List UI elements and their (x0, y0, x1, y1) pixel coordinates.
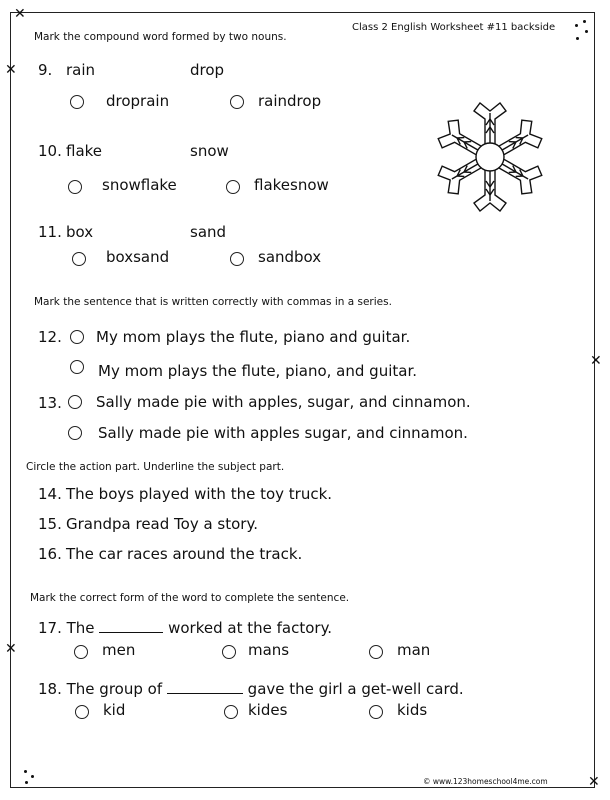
cross-mark-decoration: ✕ (5, 641, 17, 657)
option-label: mans (248, 641, 290, 659)
option-radio[interactable] (369, 645, 383, 659)
option-radio[interactable] (68, 180, 82, 194)
sentence-start: The (66, 619, 95, 637)
word-one: flake (66, 142, 103, 160)
option-radio[interactable] (70, 330, 84, 344)
cross-mark-decoration: ✕ (5, 62, 17, 78)
snowflake-icon (425, 95, 555, 224)
option-radio[interactable] (74, 645, 88, 659)
option-label: men (102, 641, 136, 659)
section2-instruction: Mark the sentence that is written correctly with commas in a series. (34, 296, 392, 308)
option-radio[interactable] (224, 705, 238, 719)
sentence-option: My mom plays the flute, piano, and guitar. (98, 362, 417, 380)
sentence-text[interactable]: The boys played with the toy truck. (66, 485, 333, 503)
cross-mark-decoration: ✕ (590, 353, 602, 369)
option-label: man (397, 641, 431, 659)
cross-mark-decoration: ✕ (588, 774, 600, 790)
question-number: 15. (38, 515, 62, 533)
word-two: snow (190, 142, 229, 160)
word-two: sand (190, 223, 227, 241)
sentence-option: Sally made pie with apples sugar, and cinnamon. (98, 424, 468, 442)
option-radio[interactable] (70, 360, 84, 374)
option-label: droprain (106, 92, 170, 110)
section1-instruction: Mark the compound word formed by two nouns. (34, 31, 287, 43)
option-label: kides (248, 701, 288, 719)
option-radio[interactable] (68, 395, 82, 409)
question-number: 18. (38, 680, 62, 698)
word-one: box (66, 223, 94, 241)
question-number: 9. (38, 61, 53, 79)
option-label: snowflake (102, 176, 177, 194)
sentence-end: gave the girl a get-well card. (247, 680, 464, 698)
question-number: 11. (38, 223, 62, 241)
sentence-option: My mom plays the flute, piano and guitar. (96, 328, 411, 346)
option-radio[interactable] (230, 252, 244, 266)
question-number: 10. (38, 142, 62, 160)
answer-blank[interactable] (99, 620, 163, 633)
option-label: raindrop (258, 92, 322, 110)
question-number: 16. (38, 545, 62, 563)
question-number: 12. (38, 328, 62, 346)
sentence-start: The group of (66, 680, 163, 698)
question-number: 14. (38, 485, 62, 503)
sentence-text[interactable]: The car races around the track. (66, 545, 303, 563)
question-number: 17. (38, 619, 62, 637)
section3-instruction: Circle the action part. Underline the subject part. (26, 461, 285, 473)
answer-blank[interactable] (167, 681, 243, 694)
sentence-text[interactable]: Grandpa read Toy a story. (66, 515, 258, 533)
section4-instruction: Mark the correct form of the word to complete the sentence. (30, 592, 350, 604)
option-radio[interactable] (70, 95, 84, 109)
cross-mark-decoration: ✕ (14, 6, 26, 22)
option-label: sandbox (258, 248, 322, 266)
question-18 (38, 680, 464, 698)
word-two: drop (190, 61, 225, 79)
option-radio[interactable] (75, 705, 89, 719)
option-label: flakesnow (254, 176, 329, 194)
option-label: kids (397, 701, 428, 719)
question-number: 13. (38, 394, 62, 412)
option-radio[interactable] (72, 252, 86, 266)
option-radio[interactable] (68, 426, 82, 440)
question-17 (38, 619, 332, 637)
option-label: kid (103, 701, 126, 719)
footer-url: © www.123homeschool4me.com (423, 777, 548, 786)
word-one: rain (66, 61, 96, 79)
option-radio[interactable] (369, 705, 383, 719)
sentence-end: worked at the factory. (168, 619, 333, 637)
option-radio[interactable] (226, 180, 240, 194)
sentence-option: Sally made pie with apples, sugar, and cinnamon. (96, 393, 471, 411)
option-radio[interactable] (230, 95, 244, 109)
option-radio[interactable] (222, 645, 236, 659)
option-label: boxsand (106, 248, 170, 266)
worksheet-title: Class 2 English Worksheet #11 backside (352, 22, 556, 33)
